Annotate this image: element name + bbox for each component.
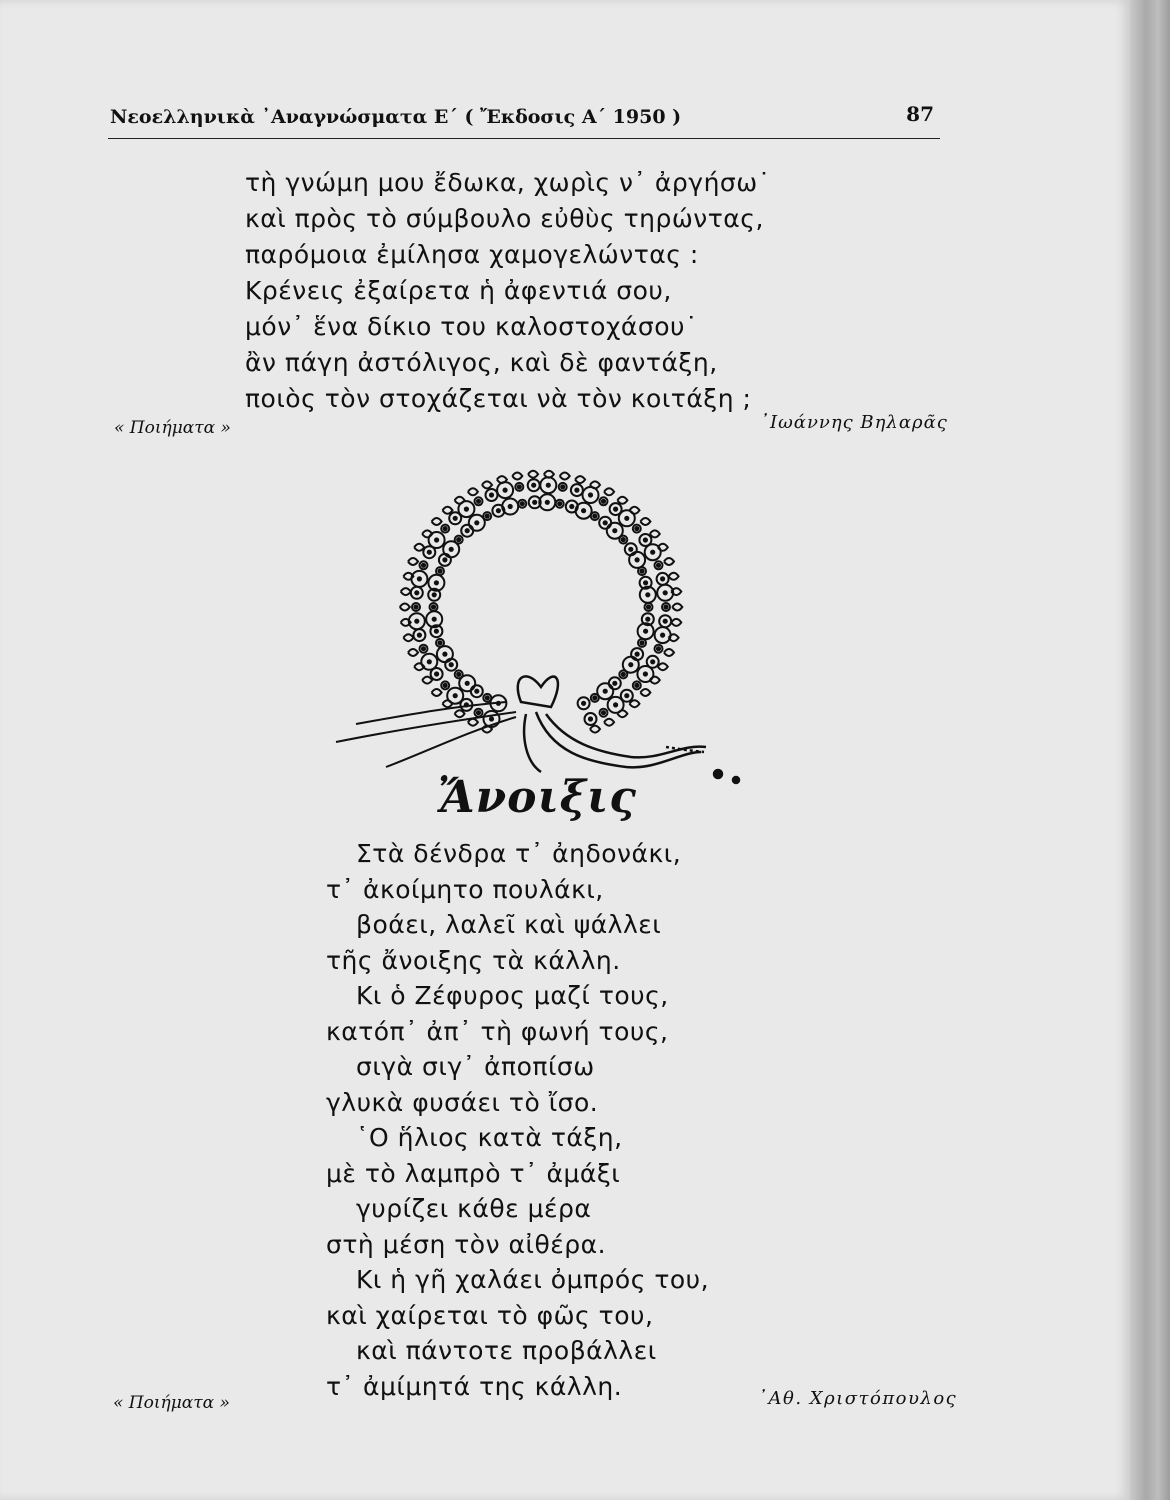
wreath-leaf bbox=[630, 507, 640, 514]
wreath-flower-center bbox=[604, 521, 607, 524]
wreath-flower-center bbox=[454, 694, 457, 697]
wreath-flower-center bbox=[635, 527, 638, 530]
poem-line: ποιὸς τὸν στοχάζεται νὰ τὸν κοιτάξη ; bbox=[245, 384, 752, 413]
wreath-flower-center bbox=[644, 538, 647, 541]
wreath-leaf bbox=[408, 649, 418, 656]
wreath-flower-center bbox=[477, 711, 480, 714]
poem1-author: ᾿Ιωάννης Βηλαρᾶς bbox=[760, 412, 948, 433]
poem2-author: ᾿Αθ. Χριστόπουλος bbox=[758, 1388, 958, 1409]
wreath-leaf bbox=[671, 619, 681, 626]
wreath-flower-center bbox=[433, 593, 436, 596]
poem-line: γυρίζει κάθε μέρα bbox=[356, 1194, 592, 1223]
wreath-flower-center bbox=[613, 529, 616, 532]
wreath-leaf bbox=[575, 476, 585, 483]
wreath-leaf bbox=[401, 588, 411, 595]
wreath-flower-center bbox=[418, 634, 421, 637]
wreath-flower-center bbox=[589, 717, 592, 720]
wreath-leaf bbox=[482, 481, 492, 488]
wreath-leaf bbox=[630, 700, 640, 707]
wreath-leaf bbox=[400, 604, 410, 611]
wreath-flower-center bbox=[486, 696, 489, 699]
poem-line: σιγὰ σιγ᾿ ἀποπίσω bbox=[356, 1052, 595, 1081]
poem-line: ἂν πάγη ἀστόλιγος, καὶ δὲ φαντάξη, bbox=[245, 348, 718, 377]
wreath-flower-center bbox=[518, 485, 521, 488]
wreath-flower-center bbox=[582, 702, 585, 705]
wreath-leaf bbox=[560, 473, 570, 480]
wreath-flower-center bbox=[454, 517, 457, 520]
wreath-flower-center bbox=[457, 538, 460, 541]
wreath-flower-center bbox=[490, 717, 493, 720]
wreath-flower-center bbox=[604, 690, 607, 693]
wreath-leaf bbox=[604, 719, 614, 726]
poem-christopoulos bbox=[326, 836, 709, 1404]
wreath-flower-center bbox=[593, 515, 596, 518]
wreath-flower-center bbox=[664, 620, 667, 623]
wreath-flower-center bbox=[435, 630, 438, 633]
poem-line: καὶ χαίρεται τὸ φῶς του, bbox=[326, 1300, 654, 1330]
wreath-flower-center bbox=[465, 508, 468, 511]
wreath-leaf bbox=[422, 677, 432, 684]
poem-line: τὴ γνώμη μου ἔδωκα, χωρὶς ν᾿ ἀργήσω˙ bbox=[245, 168, 771, 197]
wreath-flower-center bbox=[664, 605, 667, 608]
wreath-flower-center bbox=[644, 581, 647, 584]
wreath-flower-center bbox=[444, 527, 447, 530]
wreath-flower-center bbox=[558, 502, 561, 505]
wreath-flower-center bbox=[602, 711, 605, 714]
wreath-flower-center bbox=[602, 500, 605, 503]
wreath-flower-center bbox=[646, 593, 649, 596]
wreath-flower-center bbox=[593, 696, 596, 699]
wreath-flower-center bbox=[415, 591, 418, 594]
wreath-flower-center bbox=[450, 548, 453, 551]
wreath-leaf bbox=[590, 726, 600, 733]
wreath-flower-center bbox=[438, 641, 441, 644]
poem-line: Κι ὁ Ζέφυρος μαζί τους, bbox=[356, 981, 669, 1010]
wreath-flower-center bbox=[466, 682, 469, 685]
wreath-leaf bbox=[512, 473, 522, 480]
wreath-flower-center bbox=[435, 581, 438, 584]
wreath-leaf bbox=[640, 518, 650, 525]
wreath-leaf bbox=[672, 604, 682, 611]
wreath-flower-center bbox=[657, 564, 660, 567]
wreath-leaf bbox=[443, 507, 453, 514]
wreath-leaf bbox=[664, 649, 674, 656]
running-head bbox=[108, 102, 940, 139]
wreath-flower-center bbox=[422, 564, 425, 567]
floral-wreath-icon bbox=[326, 462, 746, 822]
wreath-flower-center bbox=[614, 703, 617, 706]
wreath-flower-center bbox=[644, 630, 647, 633]
wreath-flower-center bbox=[477, 500, 480, 503]
wreath-flower-center bbox=[457, 673, 460, 676]
poem1-source: « Ποιήματα » bbox=[114, 418, 231, 438]
poem2-source: « Ποιήματα » bbox=[113, 1393, 230, 1413]
wreath-flower-center bbox=[435, 672, 438, 675]
wreath-flower-center bbox=[570, 505, 573, 508]
poem-line: στὴ μέση τὸν αἰθέρα. bbox=[326, 1229, 607, 1259]
wreath-flower-center bbox=[422, 647, 425, 650]
wreath-flower-center bbox=[475, 521, 478, 524]
wreath-flower-center bbox=[625, 517, 628, 520]
wreath-leaf bbox=[669, 573, 679, 580]
wreath-flower-center bbox=[651, 551, 654, 554]
poem-line: γλυκὰ φυσάει τὸ ἴσο. bbox=[326, 1087, 599, 1117]
wreath-flower-center bbox=[547, 484, 550, 487]
poem-line: τῆς ἄνοιξης τὰ κάλλη. bbox=[326, 945, 621, 975]
poem-vilaras bbox=[245, 165, 771, 417]
wreath-flower-center bbox=[466, 529, 469, 532]
wreath-flower-center bbox=[640, 641, 643, 644]
wreath-leaf bbox=[640, 689, 650, 696]
poem-line: Στὰ δένδρα τ᾿ ἀηδονάκι, bbox=[356, 839, 682, 868]
wreath-flower-center bbox=[432, 605, 435, 608]
wreath-flower-center bbox=[644, 672, 647, 675]
wreath-flower-center bbox=[475, 690, 478, 693]
wreath-flower-center bbox=[646, 618, 649, 621]
wreath-flower-center bbox=[622, 673, 625, 676]
wreath-flower-center bbox=[438, 570, 441, 573]
wreath-leaf bbox=[455, 497, 465, 504]
poem-line: μὲ τὸ λαμπρὸ τ᾿ ἀμάξι bbox=[326, 1158, 621, 1188]
wreath-flower-center bbox=[622, 538, 625, 541]
wreath-flower-center bbox=[509, 505, 512, 508]
wreath-flower-center bbox=[661, 577, 664, 580]
page-number: 87 bbox=[906, 102, 934, 126]
wreath-leaf bbox=[617, 710, 627, 717]
wreath-flower-center bbox=[418, 577, 421, 580]
wreath-flower-center bbox=[490, 493, 493, 496]
poem-line: παρόμοια ἐμίλησα χαμογελώντας : bbox=[245, 240, 699, 269]
wreath-flower-center bbox=[636, 653, 639, 656]
wreath-leaf bbox=[432, 689, 442, 696]
poem-line: Κι ἡ γῆ χαλάει ὀμπρός του, bbox=[356, 1265, 710, 1294]
wreath-leaf bbox=[468, 488, 478, 495]
running-head-title: Νεοελληνικὰ ᾿Αναγνώσματα Ε΄ ( Ἔκδοσις Α΄ 1950 ) bbox=[110, 106, 682, 128]
poem-line: βοάει, λαλεῖ καὶ ψάλλει bbox=[356, 910, 662, 939]
wreath-flower-center bbox=[486, 515, 489, 518]
wreath-leaf bbox=[414, 544, 424, 551]
wreath-flower-center bbox=[625, 694, 628, 697]
wreath-flower-center bbox=[657, 647, 660, 650]
wreath-flower-center bbox=[533, 501, 536, 504]
wreath-leaf bbox=[455, 710, 465, 717]
wreath-leaf bbox=[604, 488, 614, 495]
wreath-flower-center bbox=[450, 663, 453, 666]
book-spine-edge bbox=[1130, 0, 1170, 1500]
wreath-flower-center bbox=[629, 663, 632, 666]
wreath-leaf bbox=[650, 530, 660, 537]
poem-line: ῾Ο ἥλιος κατὰ τάξη, bbox=[356, 1123, 623, 1152]
wreath-leaf bbox=[403, 634, 413, 641]
wreath-flower-center bbox=[582, 509, 585, 512]
wreath-flower-center bbox=[428, 660, 431, 663]
wreath-flower-center bbox=[629, 548, 632, 551]
wreath-flower-center bbox=[561, 485, 564, 488]
wreath-flower-center bbox=[415, 620, 418, 623]
wreath-flower-center bbox=[640, 570, 643, 573]
wreath-flower-center bbox=[635, 684, 638, 687]
wreath-leaf bbox=[408, 558, 418, 565]
wreath-leaf bbox=[617, 497, 627, 504]
poem-line: τ᾿ ἀμίμητά της κάλλη. bbox=[326, 1371, 623, 1401]
wreath-flower-center bbox=[444, 684, 447, 687]
poem-line: καὶ πρὸς τὸ σύμβουλο εὐθὺς τηρώντας, bbox=[245, 204, 764, 233]
wreath-flower-center bbox=[613, 682, 616, 685]
wreath-flower-center bbox=[521, 502, 524, 505]
wreath-flower-center bbox=[661, 634, 664, 637]
poem2-title: Ἄνοιξις bbox=[438, 772, 637, 823]
wreath-flower-center bbox=[546, 501, 549, 504]
wreath-leaf bbox=[658, 663, 668, 670]
poem-line: κατόπ᾿ ἀπ᾿ τὴ φωνή τους, bbox=[326, 1016, 669, 1046]
wreath-flower-center bbox=[497, 509, 500, 512]
poem-line: καὶ πάντοτε προβάλλει bbox=[356, 1336, 657, 1365]
wreath-flower-center bbox=[414, 605, 417, 608]
wreath-flower-center bbox=[443, 653, 446, 656]
wreath-flower-center bbox=[435, 538, 438, 541]
wreath-leaf bbox=[432, 518, 442, 525]
poem-line: μόν᾿ ἕνα δίκιο του καλοστοχάσου˙ bbox=[245, 312, 698, 341]
wreath-flower-center bbox=[651, 660, 654, 663]
wreath-flower-center bbox=[647, 605, 650, 608]
wreath-flower-center bbox=[636, 558, 639, 561]
wreath-leaf bbox=[528, 471, 538, 478]
wreath-flower-center bbox=[614, 508, 617, 511]
wreath-leaf bbox=[664, 558, 674, 565]
wreath-flower-center bbox=[504, 489, 507, 492]
wreath-flower-center bbox=[443, 558, 446, 561]
wreath-flower-center bbox=[664, 591, 667, 594]
wreath-flower-center bbox=[428, 551, 431, 554]
poem-line: Κρένεις ἐξαίρετα ἡ ἀφεντιά σου, bbox=[245, 276, 672, 305]
wreath-flower-center bbox=[433, 618, 436, 621]
wreath-flower-center bbox=[575, 489, 578, 492]
wreath-flower-center bbox=[589, 493, 592, 496]
wreath-flower-center bbox=[532, 484, 535, 487]
wreath-leaf bbox=[443, 700, 453, 707]
poem-line: τ᾿ ἀκοίμητο πουλάκι, bbox=[326, 874, 604, 904]
